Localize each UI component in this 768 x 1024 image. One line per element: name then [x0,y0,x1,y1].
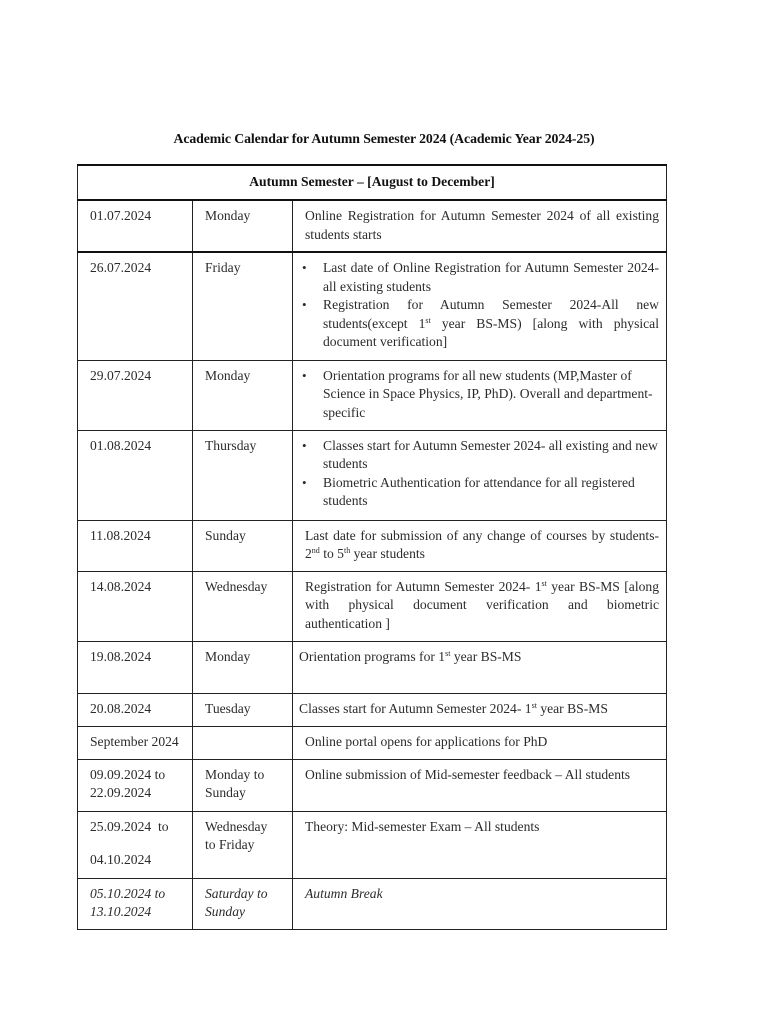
event-text: Orientation programs for 1 [299,648,446,664]
day-cell: Monday [193,641,293,693]
date-cell: 14.08.2024 [78,571,193,641]
day-cell [193,878,293,929]
bullet-text: Orientation programs for all new students (MP,Master of Science in Space Physics, IP, PhD). Overall and department-specific [323,367,653,420]
event-cell [293,693,667,726]
event-bullet-list [302,437,659,511]
day-start: Monday to [205,766,265,782]
event-cell: Online Registration for Autumn Semester 2024 of all existing students starts [293,200,667,252]
day-end: Sunday [205,785,246,800]
date-cell [78,759,193,811]
event-text: Registration for Autumn Semester 2024- 1 [305,578,542,594]
ordinal-suffix: th [343,546,351,555]
bullet-text: year BS-MS) [along with physical document verification] [323,315,659,349]
ordinal-suffix: st [425,315,431,325]
ordinal-suffix: st [531,700,537,710]
date-cell: 19.08.2024 [78,641,193,693]
date-cell: 26.07.2024 [78,252,193,360]
event-text: Classes start for Autumn Semester 2024- 1 [299,700,532,716]
event-bullet-item [301,259,659,296]
bullet-icon: • [302,367,307,383]
date-cell: September 2024 [78,726,193,759]
bullet-icon: • [302,260,307,275]
day-cell [193,726,293,759]
event-bullet-item [301,296,659,352]
event-cell: Autumn Break [293,878,667,929]
table-row [78,811,667,878]
bullet-text: Biometric Authentication for attendance for all registered students [323,474,635,508]
ordinal-suffix: st [445,648,451,658]
day-cell: Friday [193,252,293,360]
event-bullet-list [302,259,660,352]
semester-header: Autumn Semester – [August to December] [78,165,667,200]
date-start: 05.10.2024 to [90,885,166,901]
day-start: Wednesday [205,818,268,834]
day-cell: Monday [193,360,293,430]
bullet-text: Registration for Autumn Semester 2024-All new students(except 1 [323,297,660,331]
bullet-icon: • [302,474,307,490]
table-row [78,252,667,360]
ordinal-suffix: st [541,578,547,588]
table-row [78,641,667,693]
date-cell: 01.07.2024 [78,200,193,252]
date-start: 25.09.2024 to [90,818,169,834]
table-row [78,200,667,252]
bullet-icon: • [302,297,307,312]
event-cell [293,520,667,571]
date-cell: 29.07.2024 [78,360,193,430]
event-cell [293,571,667,641]
date-cell: 11.08.2024 [78,520,193,571]
event-cell [293,252,667,360]
event-cell [293,360,667,430]
table-row [78,878,667,929]
date-end: 13.10.2024 [90,904,152,919]
academic-calendar-table [77,164,667,930]
event-cell: Online portal opens for applications for PhD [293,726,667,759]
day-cell [193,811,293,878]
table-row [78,693,667,726]
date-start: 09.09.2024 to [90,766,166,782]
event-text: year BS-MS [along with physical document verification and biometric authentication ] [305,578,660,631]
event-bullet-list [302,367,659,423]
table-header-row [78,165,667,200]
table-row [78,360,667,430]
date-cell [78,811,193,878]
bullet-text: Classes start for Autumn Semester 2024- all existing and new students [323,437,658,471]
table-row [78,726,667,759]
day-start: Saturday to [205,885,268,901]
event-bullet-item [301,367,659,423]
table-row [78,759,667,811]
bullet-text: Last date of Online Registration for Autumn Semester 2024- all existing students [323,260,660,294]
event-text: to 5 [319,546,344,561]
date-end: 04.10.2024 [90,852,152,867]
event-bullet-item [301,437,659,474]
day-cell: Sunday [193,520,293,571]
page-title: Academic Calendar for Autumn Semester 2024 (Academic Year 2024-25) [173,131,595,146]
event-text: year BS-MS [450,648,522,664]
event-text: year students [350,546,425,561]
day-cell: Thursday [193,430,293,520]
table-row [78,571,667,641]
day-cell: Tuesday [193,693,293,726]
event-cell: Theory: Mid-semester Exam – All students [293,811,667,878]
bullet-icon: • [302,437,307,453]
date-cell: 01.08.2024 [78,430,193,520]
table-row [78,520,667,571]
table-row [78,430,667,520]
day-cell: Wednesday [193,571,293,641]
date-cell: 20.08.2024 [78,693,193,726]
event-cell [293,430,667,520]
day-cell [193,759,293,811]
date-end: 22.09.2024 [90,785,152,800]
day-cell: Monday [193,200,293,252]
day-end: Sunday [205,904,246,919]
ordinal-suffix: nd [311,546,320,555]
day-end: to Friday [205,837,255,852]
event-cell [293,641,667,693]
event-text: Last date for submission of any change of courses by students- 2 [305,527,660,561]
event-text: year BS-MS [536,700,608,716]
date-cell [78,878,193,929]
event-bullet-item [301,474,659,511]
event-cell: Online submission of Mid-semester feedback – All students [293,759,667,811]
